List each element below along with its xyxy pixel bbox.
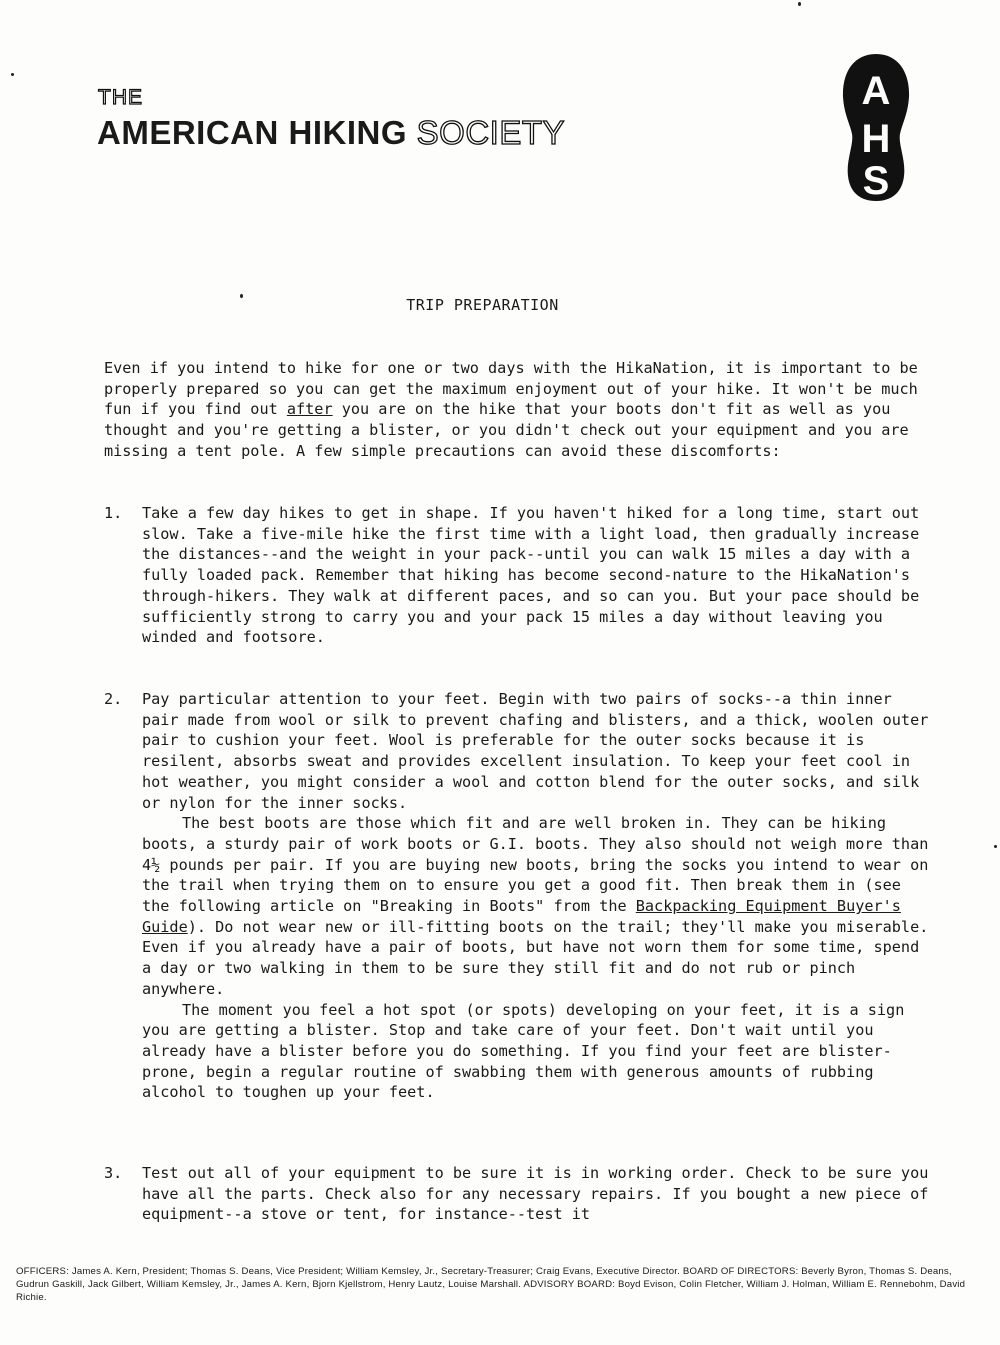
scan-speck [11,73,14,76]
intro-text-2: you are on the hike that your boots don't fit as well as you thought and you're getting a blister, or you didn't check out your equipment and you are missing a tent pole. A few simple precautions can avoid these discomforts: [104,400,909,460]
document-title: TRIP PREPARATION [406,296,559,314]
list-item-text: Test out all of your equipment to be sure it is in working order. Check to be sure you have all the parts. Check also for any necessary repairs. If you bought a new piece of equipment--a stove or tent, for instance--test it [142,1164,929,1224]
letterhead-the: THE [98,86,143,109]
boots-text-2: ). Do not wear new or ill-fitting boots on the trail; they'll make you miserable. Even if you already have a pair of boots, but have not worn them for some time, spend a day or two walking in them to be sure they still fit and do not rub or pinch anywhere. [142,917,929,998]
logo-letter-a: A [861,69,891,113]
list-item-text: Pay particular attention to your feet. Begin with two pairs of socks--a thin inner pair made from wool or silk to prevent chafing and blisters, and a thick, woolen outer pair to cushion your feet. Wool is preferable for the outer socks because it is resilent, absorbs sweat and provides excellent insulation. To keep your feet cool in hot weather, you might consider a wool and cotton blend for the outer socks, and silk or nylon for the inner socks. [142,690,929,812]
list-item-text: Take a few day hikes to get in shape. If you haven't hiked for a long time, start out slow. Take a five-mile hike the first time with a light load, then gradually increase the distances--and the weight in your pack--until you can walk 15 miles a day with a fully loaded pack. Remember that hiking has become second-nature to the HikaNation's through-hikers. They walk at different paces, and so can you. But your pace should be sufficiently strong to carry you and your pack 15 miles a day without leaving you winded and footsore. [142,504,920,647]
scan-speck [240,294,243,298]
footer-officers: OFFICERS: James A. Kern, President; Thomas S. Deans, Vice President; William Kemsley, Jr., Secretary-Treasurer; Craig Evans, Executive Director. BOARD OF DIRECTORS: Beverly Byron, Thomas S. Deans, Gudrun Gaskill, Jack Gilbert, William Kemsley, Jr., James A. Kern, Bjorn Kjellstrom, Henry Lautz, Louise Marshall. ADVISORY BOARD: Boyd Evison, Colin Fletcher, William J. Holman, William E. Rennebohm, David Richie. [16,1266,966,1303]
list-item-paragraph-blister: The moment you feel a hot spot (or spots) developing on your feet, it is a sign you are getting a blister. Stop and take care of your feet. Don't wait until you already have a blister before you do something. If you find your feet are blister-prone, begin a regular routine of swabbing them with generous amounts of rubbing alcohol to toughen up your feet. [142,1000,905,1102]
intro-paragraph [104,358,924,462]
list-item-paragraph-boots [142,813,932,999]
scan-speck [994,845,997,848]
list-item-number: 3. [104,1164,123,1182]
scan-speck [798,2,801,6]
guide-reference: Backpacking Equipment Buyer's Guide [142,897,901,936]
letterhead-organization-name [97,114,565,152]
logo-letter-h: H [861,117,891,161]
organization-name-outline: SOCIETY [416,114,566,151]
list-item-number: 1. [104,504,123,522]
intro-emphasis: after [286,400,333,419]
list-item-number: 2. [104,690,123,708]
intro-text-1: Even if you intend to hike for one or two days with the HikaNation, it is important to be properly prepared so you can get the maximum enjoyment out of your hike. It won't be much fun if you find out [104,359,918,419]
organization-name-bold: AMERICAN HIKING [97,114,407,151]
boots-text-1: The best boots are those which fit and are well broken in. They can be hiking boots, a sturdy pair of work boots or G.I. boots. They also should not weigh more than 4½ pounds per pair. If you are buying new boots, bring the socks you intend to wear on the trail when trying them on to ensure you get a good fit. Then break them in (see the following article on "Breaking in Boots" from the [142,814,929,916]
logo-letter-s: S [862,159,890,202]
ahs-logo [840,52,912,202]
